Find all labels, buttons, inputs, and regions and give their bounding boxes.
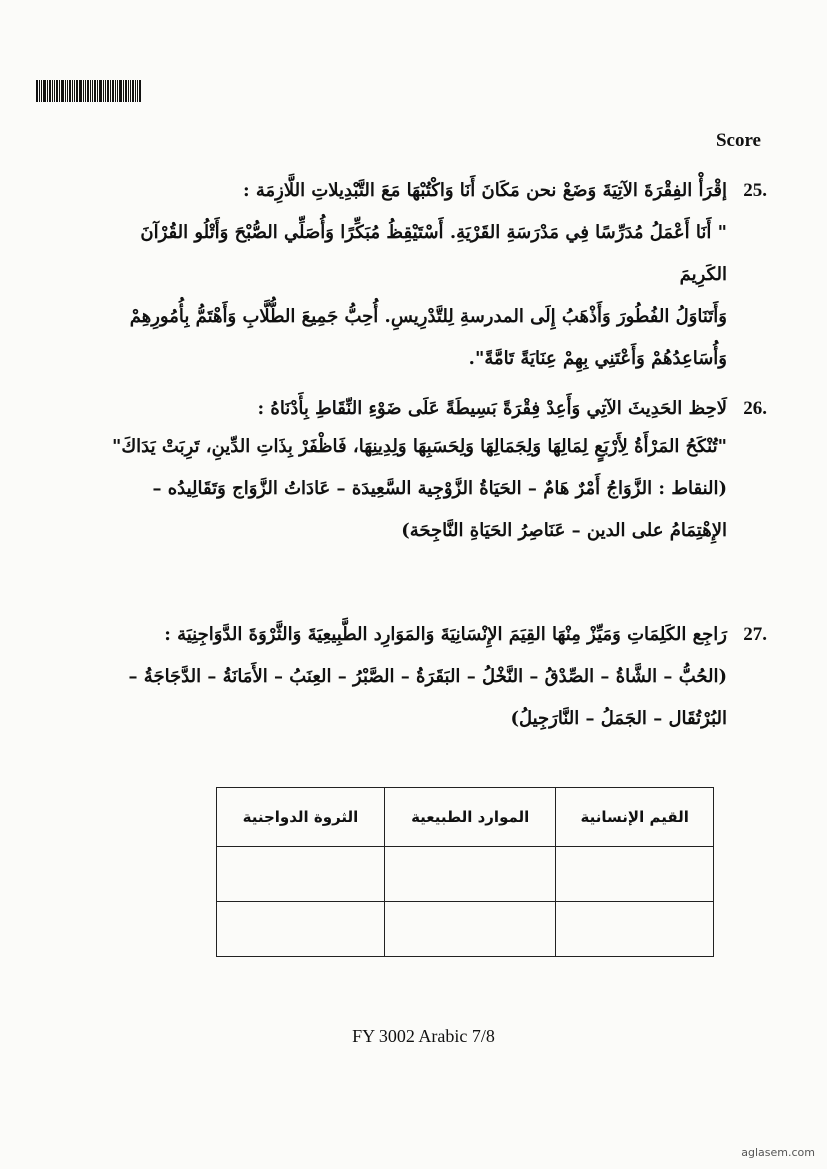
question-number: 27.	[743, 624, 767, 645]
table-cell[interactable]	[556, 847, 714, 902]
table-cell[interactable]	[384, 902, 556, 957]
table-row	[217, 847, 714, 902]
points-line: الإِهْتِمَامُ على الدين – عَنَاصِرُ الحَيَاةِ النَّاجِحَة)	[401, 520, 727, 541]
passage-line: " أَنَا أَعْمَلُ مُدَرِّسًا فِي مَدْرَسَةِ القَرْيَةِ. أَسْتَيْقِظُ مُبَكِّرًا وَأُصَلِّي الصُّبْحَ وَأَتْلُو القُرْآنَ الكَرِيمَ	[140, 222, 727, 285]
table-cell[interactable]	[556, 902, 714, 957]
table-header: القيم الإنسانية	[556, 788, 714, 847]
page-footer: FY 3002 Arabic 7/8	[352, 1026, 495, 1046]
table-header: الثروة الدواجنية	[217, 788, 385, 847]
question-27	[107, 624, 767, 740]
word-list-line: (الحُبُّ – الشَّاةُ – الصِّدْقُ – النَّخْلُ – البَقَرَةُ – الصَّبْرُ – العِنَبُ – الأَمَانَةُ – الدَّجَاجَةُ –	[128, 666, 727, 687]
table-cell[interactable]	[217, 847, 385, 902]
question-title: إقْرَأْ الفِقْرَةَ الآتِيَةَ وَضَعْ نحن مَكَانَ أَنَا وَاكْتُبْهَا مَعَ التَّبْدِيلاتِ اللَّازِمَة :	[242, 180, 727, 201]
table-cell[interactable]	[217, 902, 385, 957]
question-number: 25.	[743, 180, 767, 201]
table-header: الموارد الطبيعية	[384, 788, 556, 847]
question-25	[107, 180, 767, 380]
question-26	[107, 398, 767, 552]
watermark: aglasem.com	[741, 1146, 815, 1159]
passage-line: وَأَتَنَاوَلُ الفُطُورَ وَأَذْهَبُ إِلَى المدرسةِ لِلتَّدْرِيسِ. أُحِبُّ جَمِيعَ الطُّلَّابِ وَأَهْتَمُّ بِأُمُورِهِمْ	[129, 306, 727, 327]
table-cell[interactable]	[384, 847, 556, 902]
table-row	[217, 902, 714, 957]
classification-table	[216, 787, 714, 957]
hadith-line: "تُنْكَحُ المَرْأَةُ لِأَرْبَعٍ لِمَالِهَا وَلِجَمَالِهَا وَلِحَسَبِهَا وَلِدِينِهَا، فَاظْفَرْ بِذَاتِ الدِّينِ، تَرِبَتْ يَدَاكَ"	[111, 436, 727, 457]
word-list-line: البُرْتُقَال – الجَمَلُ – النَّارَجِيلُ)	[510, 708, 727, 729]
passage-line: وَأُسَاعِدُهُمْ وَأَعْتَنِي بِهِمْ عِنَايَةً تَامَّةً".	[468, 348, 727, 369]
question-title: لَاحِظ الحَدِيثَ الآتِي وَأَعِدْ فِقْرَةً بَسِيطَةً عَلَى ضَوْءِ النِّقَاطِ بِأَدْنَاهُ :	[257, 398, 727, 419]
question-title: رَاجِع الكَلِمَاتِ وَمَيِّزْ مِنْهَا القِيَمَ الإِنْسَانِيَةَ وَالمَوَارِد الطَّبِيعِيَةَ وَالثَّرْوَةَ الدَّوَاجِنِيَة :	[164, 624, 727, 645]
points-line: (النقاط : الزَّوَاجُ أَمْرٌ هَامٌ – الحَيَاةُ الزَّوْجِية السَّعِيدَة – عَادَاتُ الزَّوَاج وَتَقَالِيدُه –	[152, 478, 727, 499]
barcode	[36, 80, 168, 102]
question-number: 26.	[743, 398, 767, 419]
score-label: Score	[715, 130, 761, 151]
